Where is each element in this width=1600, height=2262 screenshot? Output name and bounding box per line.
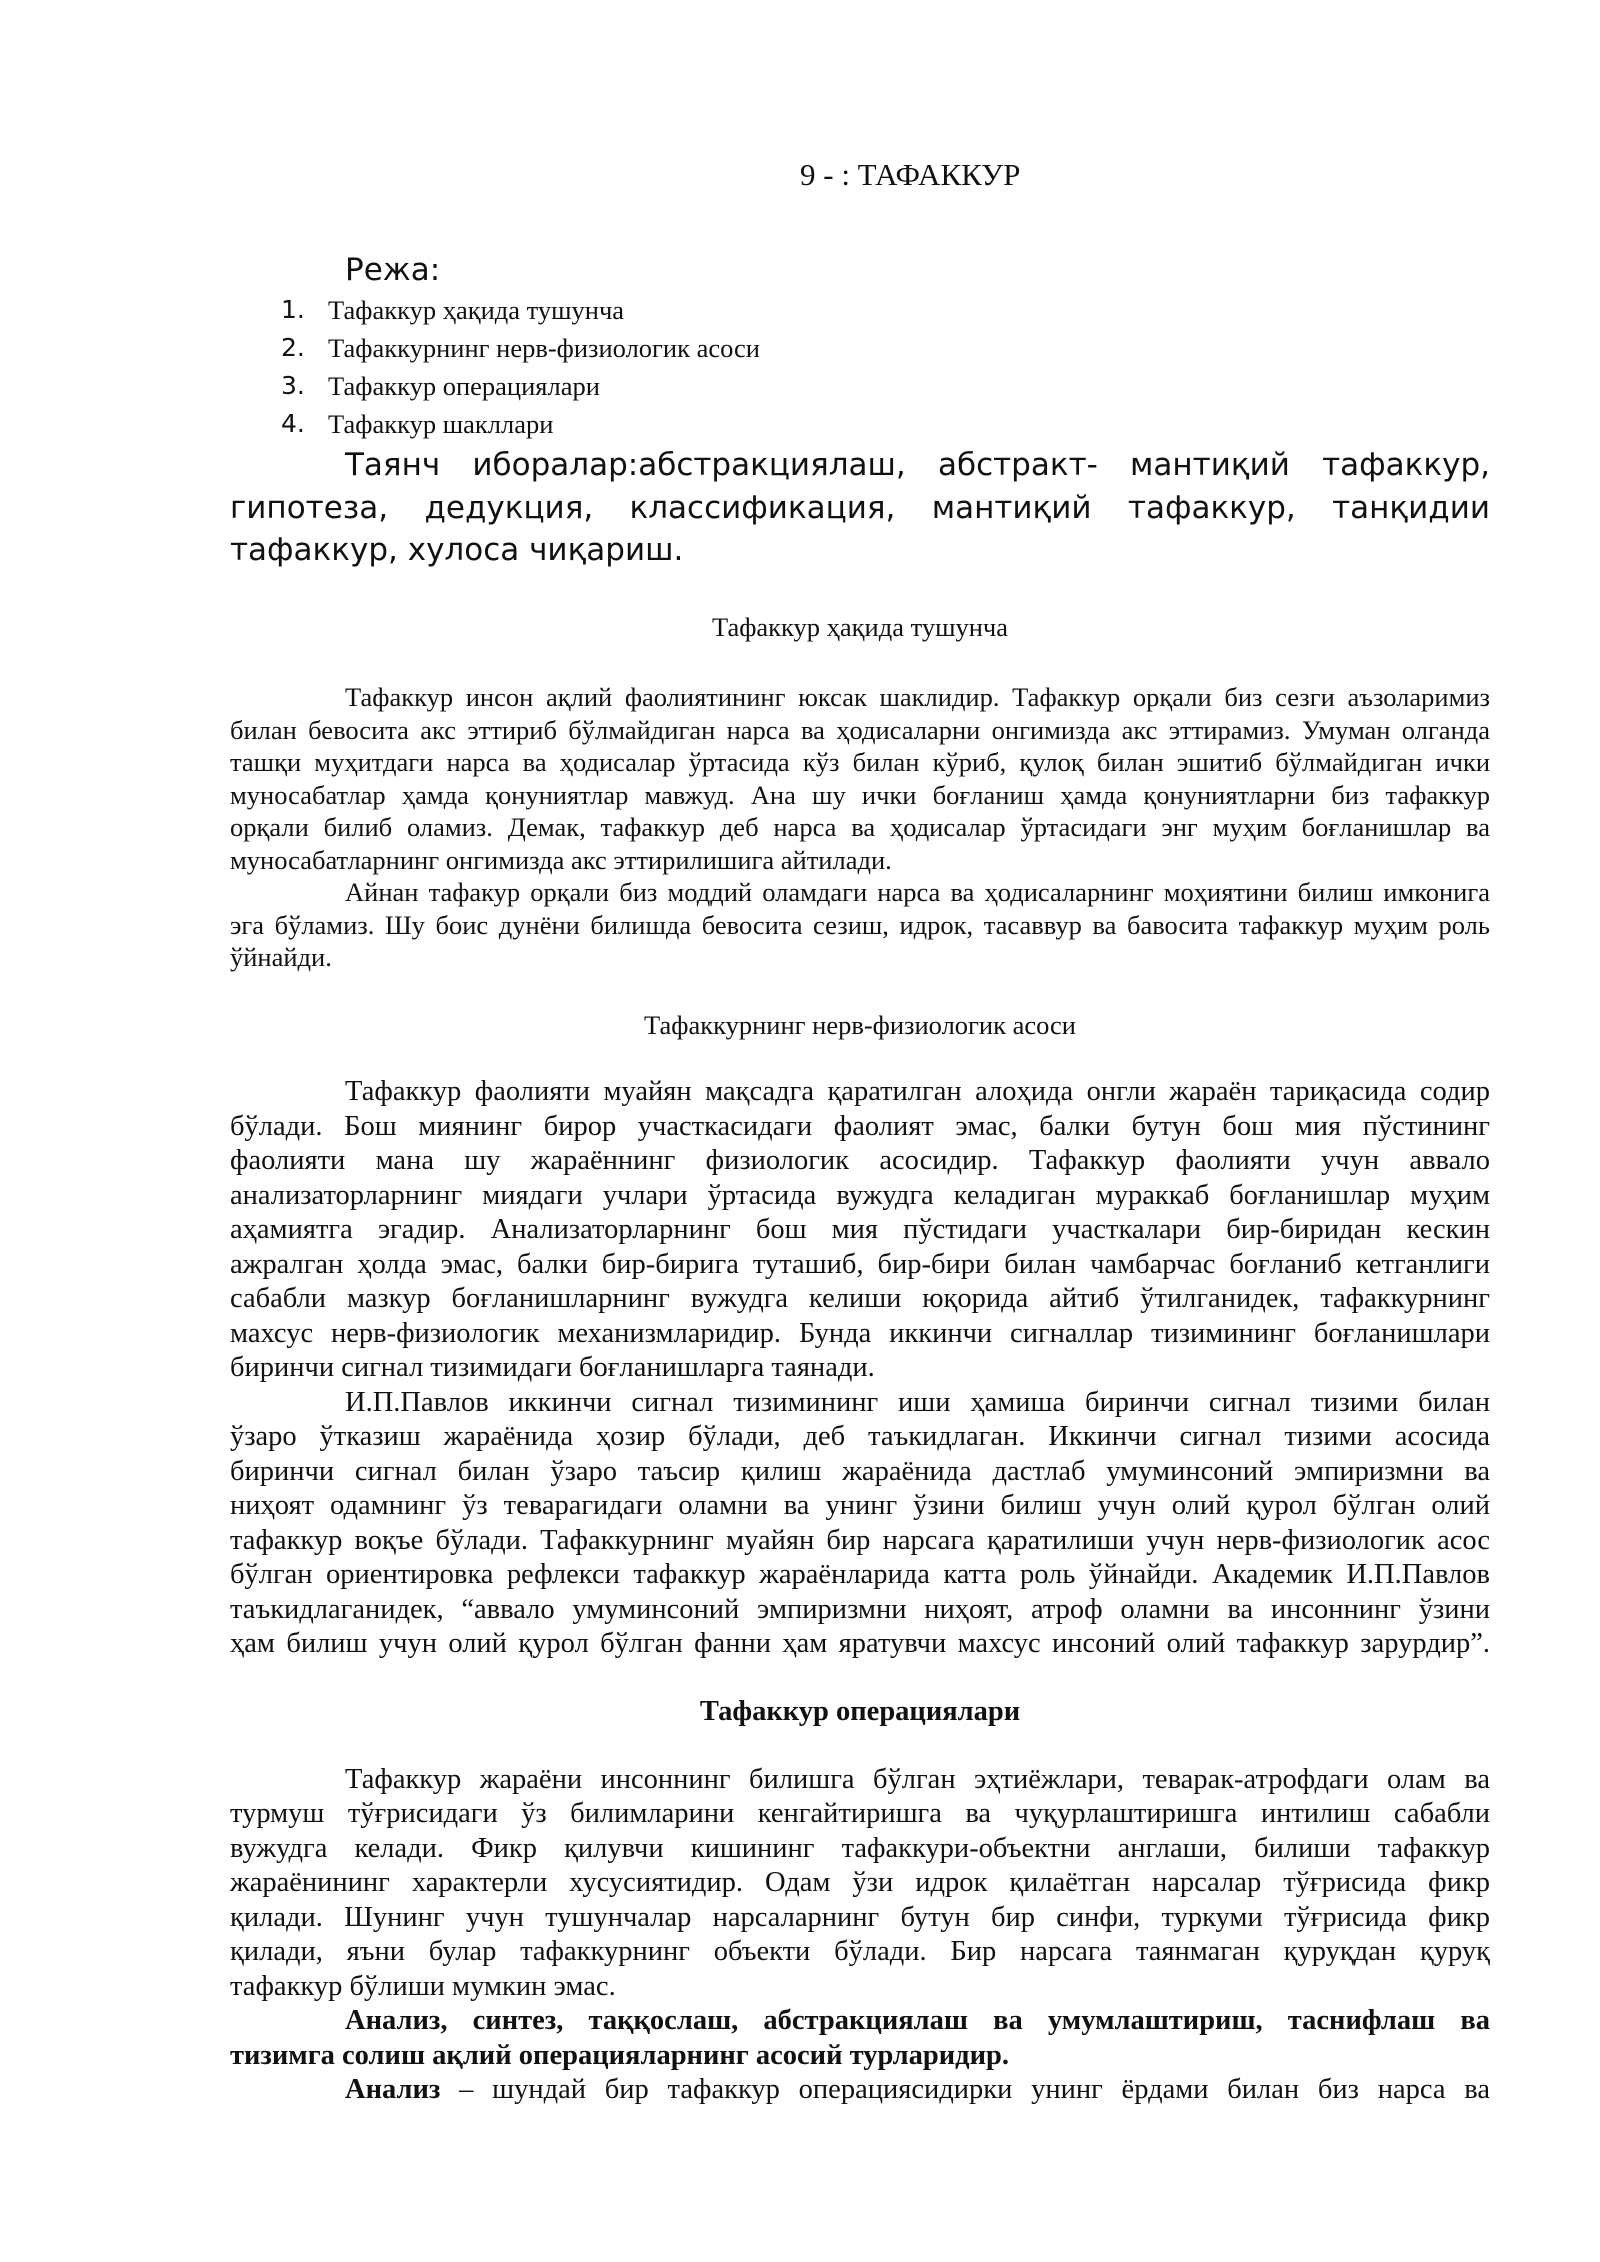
text-line: орқали билиб оламиз. Демак, тафаккур деб нарса ва ҳодисалар ўртасидаги энг муҳим боғланишлар ва bbox=[230, 812, 1490, 842]
text-line: вужудга келади. Фикр қилувчи кишининг тафаккури-объектни англаши, билиши тафаккур bbox=[230, 1832, 1490, 1864]
plan-item-text: Тафаккур операциялари bbox=[328, 371, 600, 401]
text-line: билан бевосита акс эттириб бўлмайдиган нарса ва ҳодисаларни онгимизда акс эттирамиз. Умуман олганда bbox=[230, 714, 1490, 745]
keywords-paragraph bbox=[230, 444, 1490, 572]
plan-item-text: Тафаккур ҳақида тушунча bbox=[328, 295, 625, 325]
section-body bbox=[230, 681, 1490, 974]
section-heading: Тафаккур операциялари bbox=[699, 1696, 1021, 1727]
paragraph bbox=[230, 2073, 1490, 2107]
plan-item-text: Тафаккурнинг нерв-физиологик асоси bbox=[328, 333, 760, 363]
text-line: тафаккур бўлиши мумкин эмас. bbox=[230, 1970, 616, 2002]
plan-item-number: 2. bbox=[281, 333, 305, 362]
paragraph bbox=[230, 1075, 1490, 1386]
text-line: фаолияти мана шу жараённинг физиологик асосидир. Тафаккур фаолияти учун аввало bbox=[230, 1145, 1490, 1176]
plan-item-number: 4. bbox=[281, 409, 305, 438]
paragraph bbox=[230, 876, 1490, 974]
plan-item bbox=[0, 291, 1600, 329]
text-line: Айнан тафакур орқали биз моддий оламдаги нарса ва ҳодисаларнинг моҳиятини билиш имконига bbox=[345, 877, 1490, 907]
term-definition: – шундай бир тафаккур операциясидирки унинг ёрдами билан биз нарса ва bbox=[459, 2074, 1490, 2106]
text-line: Анализ, синтез, таққослаш, абстракциялаш ва умумлаштириш, таснифлаш ва bbox=[345, 2005, 1490, 2037]
plan-list bbox=[0, 291, 1600, 443]
text-line: гипотеза, дедукция, классификация, мантиқий тафаккур, танқидии bbox=[230, 489, 1490, 526]
text-line: бўлган ориентировка рефлекси тафаккур жараёнларида катта роль ўйнайди. Академик И.П.Павлов bbox=[230, 1559, 1490, 1590]
text-line: И.П.Павлов иккинчи сигнал тизимининг иши ҳамиша биринчи сигнал тизими билан bbox=[345, 1386, 1490, 1418]
text-line bbox=[230, 2073, 1490, 2107]
text-line: турмуш тўғрисидаги ўз билимларини кенгайтиришга ва чуқурлаштиришга интилиш сабабли bbox=[230, 1798, 1490, 1830]
text-line: қилади. Шунинг учун тушунчалар нарсаларнинг бутун бир синфи, туркуми тўғрисида фикр bbox=[230, 1901, 1490, 1933]
text-line: биринчи сигнал тизимидаги боғланишларга таянади. bbox=[230, 1352, 875, 1383]
text-line: аҳамиятга эгадир. Анализаторларнинг бош мия пўстидаги участкалари бир-биридан кескин bbox=[230, 1214, 1490, 1245]
text-line: махсус нерв-физиологик механизмларидир. Бунда иккинчи сигналлар тизимининг боғланишлари bbox=[230, 1317, 1490, 1349]
text-line: анализаторларнинг миядаги учлари ўртасида вужудга келадиган мураккаб боғланишлар муҳим bbox=[230, 1179, 1490, 1211]
plan-item bbox=[0, 405, 1600, 443]
text-line: Тафаккур инсон ақлий фаолиятининг юксак шаклидир. Тафаккур орқали биз сезги аъзоларимиз bbox=[345, 682, 1490, 712]
section-heading: Тафаккур ҳақида тушунча bbox=[711, 612, 1009, 642]
text-line: ўзаро ўтказиш жараёнида ҳозир бўлади, деб таъкидлаган. Иккинчи сигнал тизими асосида bbox=[230, 1421, 1490, 1452]
section-body bbox=[230, 1075, 1490, 1662]
paragraph bbox=[230, 1763, 1490, 2004]
paragraph bbox=[230, 1386, 1490, 1662]
plan-item-text: Тафаккур шакллари bbox=[328, 409, 554, 439]
term-bold: Анализ bbox=[345, 2074, 441, 2106]
page-title: 9 - : ТАФАККУР bbox=[800, 157, 1021, 192]
text-line: ажралган ҳолда эмас, балки бир-бирига туташиб, бир-бири билан чамбарчас боғланиб кетганлиги bbox=[230, 1248, 1490, 1280]
text-line: ташқи муҳитдаги нарса ва ҳодисалар ўртасида кўз билан кўриб, қулоқ билан эшитиб бўлмайдиган ички bbox=[230, 747, 1490, 777]
plan-item-number: 3. bbox=[281, 371, 305, 400]
text-line: биринчи сигнал билан ўзаро таъсир қилиш жараёнида дастлаб умуминсоний эмпиризмни ва bbox=[230, 1455, 1490, 1487]
text-line: сабабли мазкур боғланишларнинг вужудга келиши юқорида айтиб ўтилганидек, тафаккурнинг bbox=[230, 1283, 1490, 1314]
text-line: бўлади. Бош миянинг бирор участкасидаги фаолият эмас, балки бутун бош мия пўстининг bbox=[230, 1110, 1490, 1142]
text-line: тафаккур, хулоса чиқариш. bbox=[230, 532, 684, 568]
text-line: муносабатлар ҳамда қонуниятлар мавжуд. Ана шу ички боғланиш ҳамда қонуниятларни биз тафаккур bbox=[230, 779, 1490, 810]
section-body bbox=[230, 1763, 1490, 2108]
plan-item-number: 1. bbox=[281, 295, 305, 324]
text-line: жараёнининг характерли хусусиятидир. Одам ўзи идрок қилаётган нарсалар тўғрисида фикр bbox=[230, 1867, 1490, 1899]
text-line: Таянч иборалар:абстракциялаш, абстракт- мантиқий тафаккур, bbox=[345, 447, 1490, 483]
text-line: ўйнайди. bbox=[230, 942, 332, 972]
paragraph bbox=[230, 681, 1490, 876]
plan-item bbox=[0, 367, 1600, 405]
text-line: таъкидлаганидек, “аввало умуминсоний эмпиризмни ниҳоят, атроф оламни ва инсоннинг ўзини bbox=[230, 1593, 1490, 1625]
section-heading: Тафаккурнинг нерв-физиологик асоси bbox=[644, 1010, 1076, 1040]
text-line: Тафаккур фаолияти муайян мақсадга қаратилган алоҳида онгли жараён тариқасида содир bbox=[345, 1076, 1490, 1107]
text-line: ниҳоят одамнинг ўз теварагидаги оламни ва унинг ўзини билиш учун олий қурол бўлган олий bbox=[230, 1490, 1490, 1521]
text-line: тизимга солиш ақлий операцияларнинг асосий турларидир. bbox=[230, 2039, 1009, 2071]
text-line: муносабатларнинг онгимизда акс эттирилишига айтилади. bbox=[230, 844, 892, 875]
text-line: ҳам билиш учун олий қурол бўлган фанни ҳам яратувчи махсус инсоний олий тафаккур зарурдир”. bbox=[230, 1628, 1490, 1659]
text-line: эга бўламиз. Шу боис дунёни билишда бевосита сезиш, идрок, тасаввур ва бавосита тафаккур муҳим роль bbox=[230, 909, 1490, 940]
text-line: қилади, яъни булар тафаккурнинг объекти бўлади. Бир нарсага таянмаган қуруқдан қуруқ bbox=[230, 1936, 1490, 1968]
text-line: Тафаккур жараёни инсоннинг билишга бўлган эҳтиёжлари, теварак-атрофдаги олам ва bbox=[345, 1764, 1490, 1795]
text-line: тафаккур воқъе бўлади. Тафаккурнинг муайян бир нарсага қаратилиши учун нерв-физиологик асос bbox=[230, 1524, 1490, 1556]
plan-label: Режа: bbox=[345, 252, 441, 288]
plan-item bbox=[0, 329, 1600, 367]
bold-paragraph bbox=[230, 2004, 1490, 2073]
